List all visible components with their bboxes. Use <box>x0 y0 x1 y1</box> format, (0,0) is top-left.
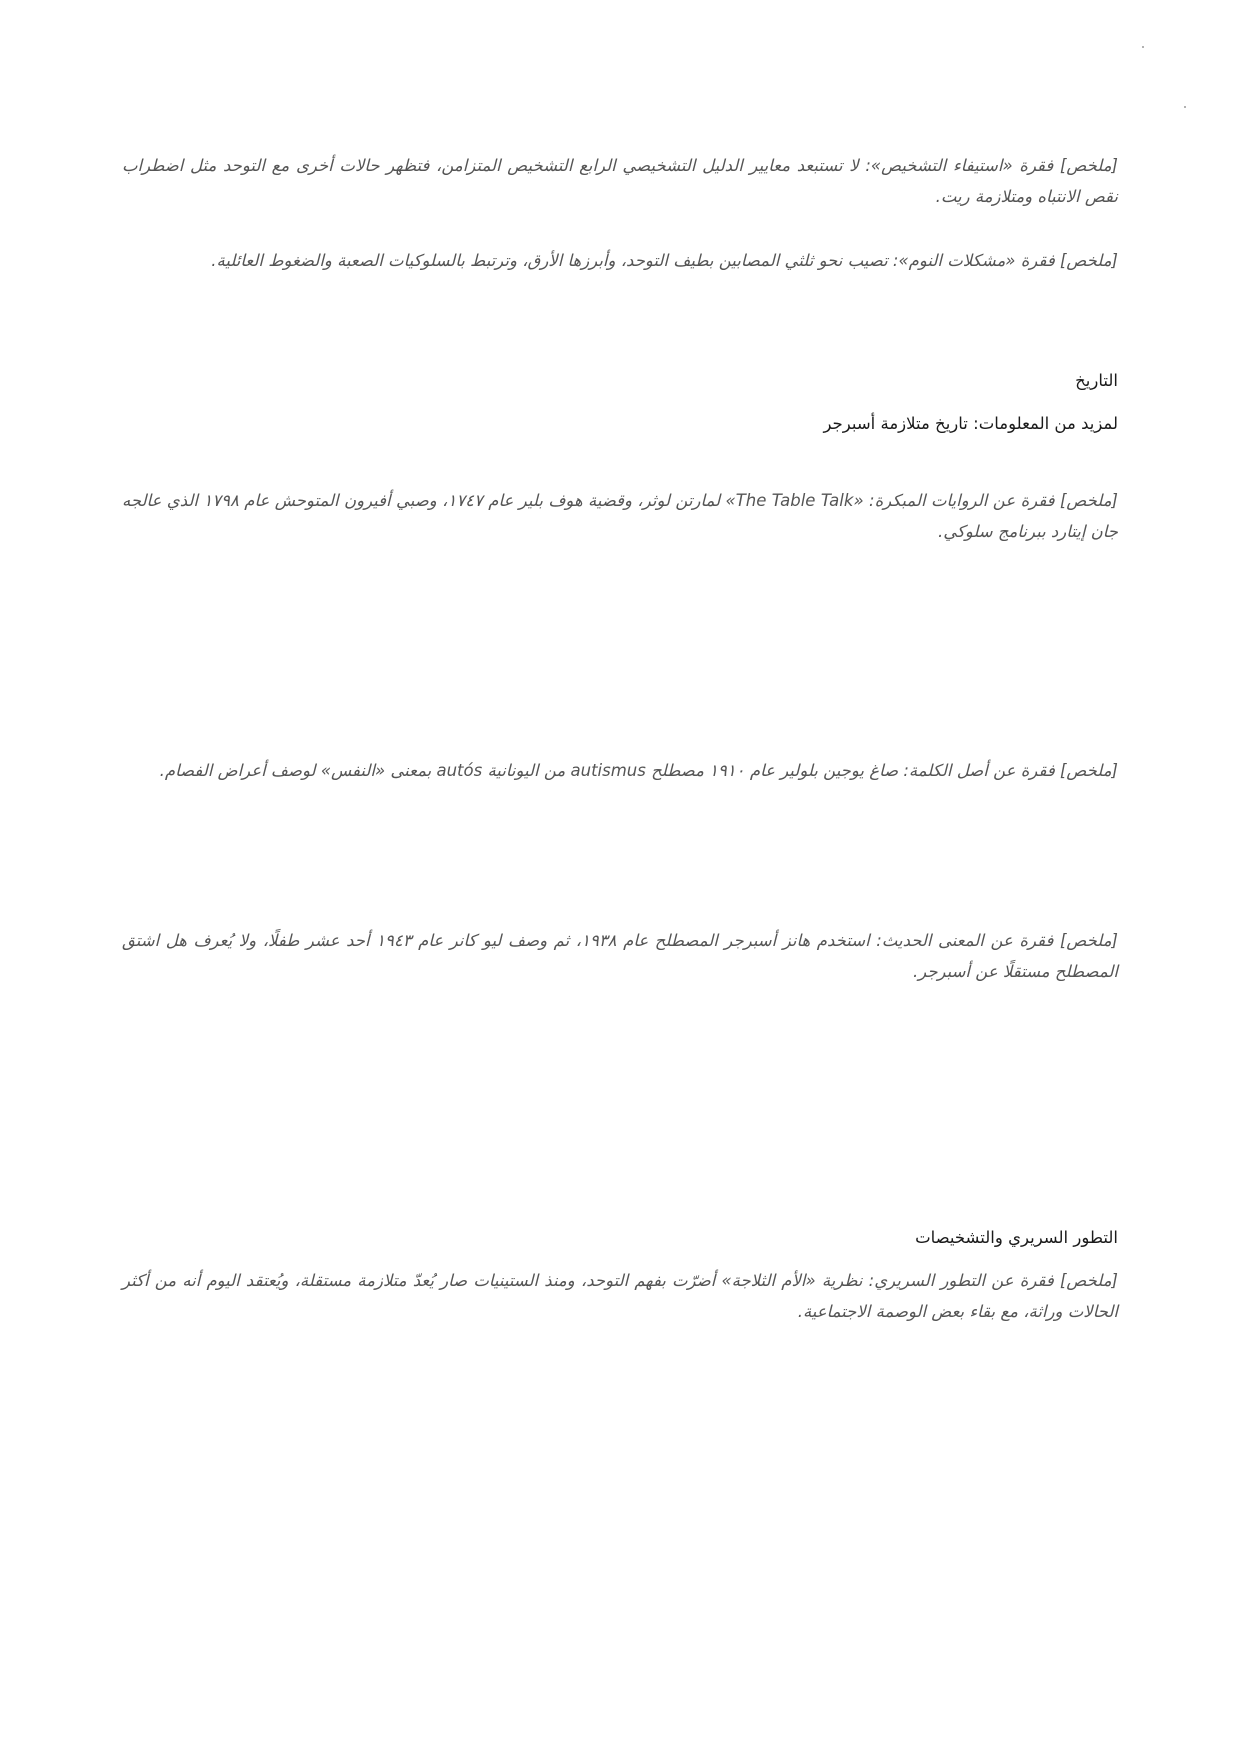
scan-speck <box>1142 46 1144 48</box>
heading-clinical-development: التطور السريري والتشخيصات <box>915 1228 1118 1247</box>
paragraph-sleep-problems: [ملخص] فقرة «مشكلات النوم»: تصيب نحو ثلثي المصابين بطيف التوحد، وأبرزها الأرق، وترتبط بالسلوكيات الصعبة والضغوط العائلية. <box>211 251 1118 270</box>
paragraph-word-origin: [ملخص] فقرة عن أصل الكلمة: صاغ يوجين بلولير عام ١٩١٠ مصطلح autismus من اليونانية autós بمعنى «النفس» لوصف أعراض الفصام. <box>159 761 1118 780</box>
paragraph-modern-meaning: [ملخص] فقرة عن المعنى الحديث: استخدم هانز أسبرجر المصطلح عام ١٩٣٨، ثم وصف ليو كانر عام ١٩٤٣ أحد عشر طفلًا، ولا يُعرف هل اشتق المصطلح مستقلًا عن أسبرجر. <box>122 931 1118 981</box>
paragraph-clinical-development: [ملخص] فقرة عن التطور السريري: نظرية «الأم الثلاجة» أضرّت بفهم التوحد، ومنذ الستينيات صار يُعدّ متلازمة مستقلة، ويُعتقد اليوم أنه من أكثر الحالات وراثة، مع بقاء بعض الوصمة الاجتماعية. <box>122 1271 1118 1321</box>
paragraph-diagnosis-criteria: [ملخص] فقرة «استيفاء التشخيص»: لا تستبعد معايير الدليل التشخيصي الرابع التشخيص المتزامن، فتظهر حالات أخرى مع التوحد مثل اضطراب نقص الانتباه ومتلازمة ريت. <box>122 156 1118 206</box>
more-info-link[interactable]: لمزيد من المعلومات: تاريخ متلازمة أسبرجر <box>823 414 1118 433</box>
paragraph-early-accounts: [ملخص] فقرة عن الروايات المبكرة: «The Table Talk» لمارتن لوثر، وقضية هوف بلير عام ١٧٤٧، وصبي أفيرون المتوحش عام ١٧٩٨ الذي عالجه جان إيتارد ببرنامج سلوكي. <box>122 491 1118 541</box>
scan-speck <box>1184 106 1186 108</box>
heading-history: التاريخ <box>1075 371 1118 390</box>
